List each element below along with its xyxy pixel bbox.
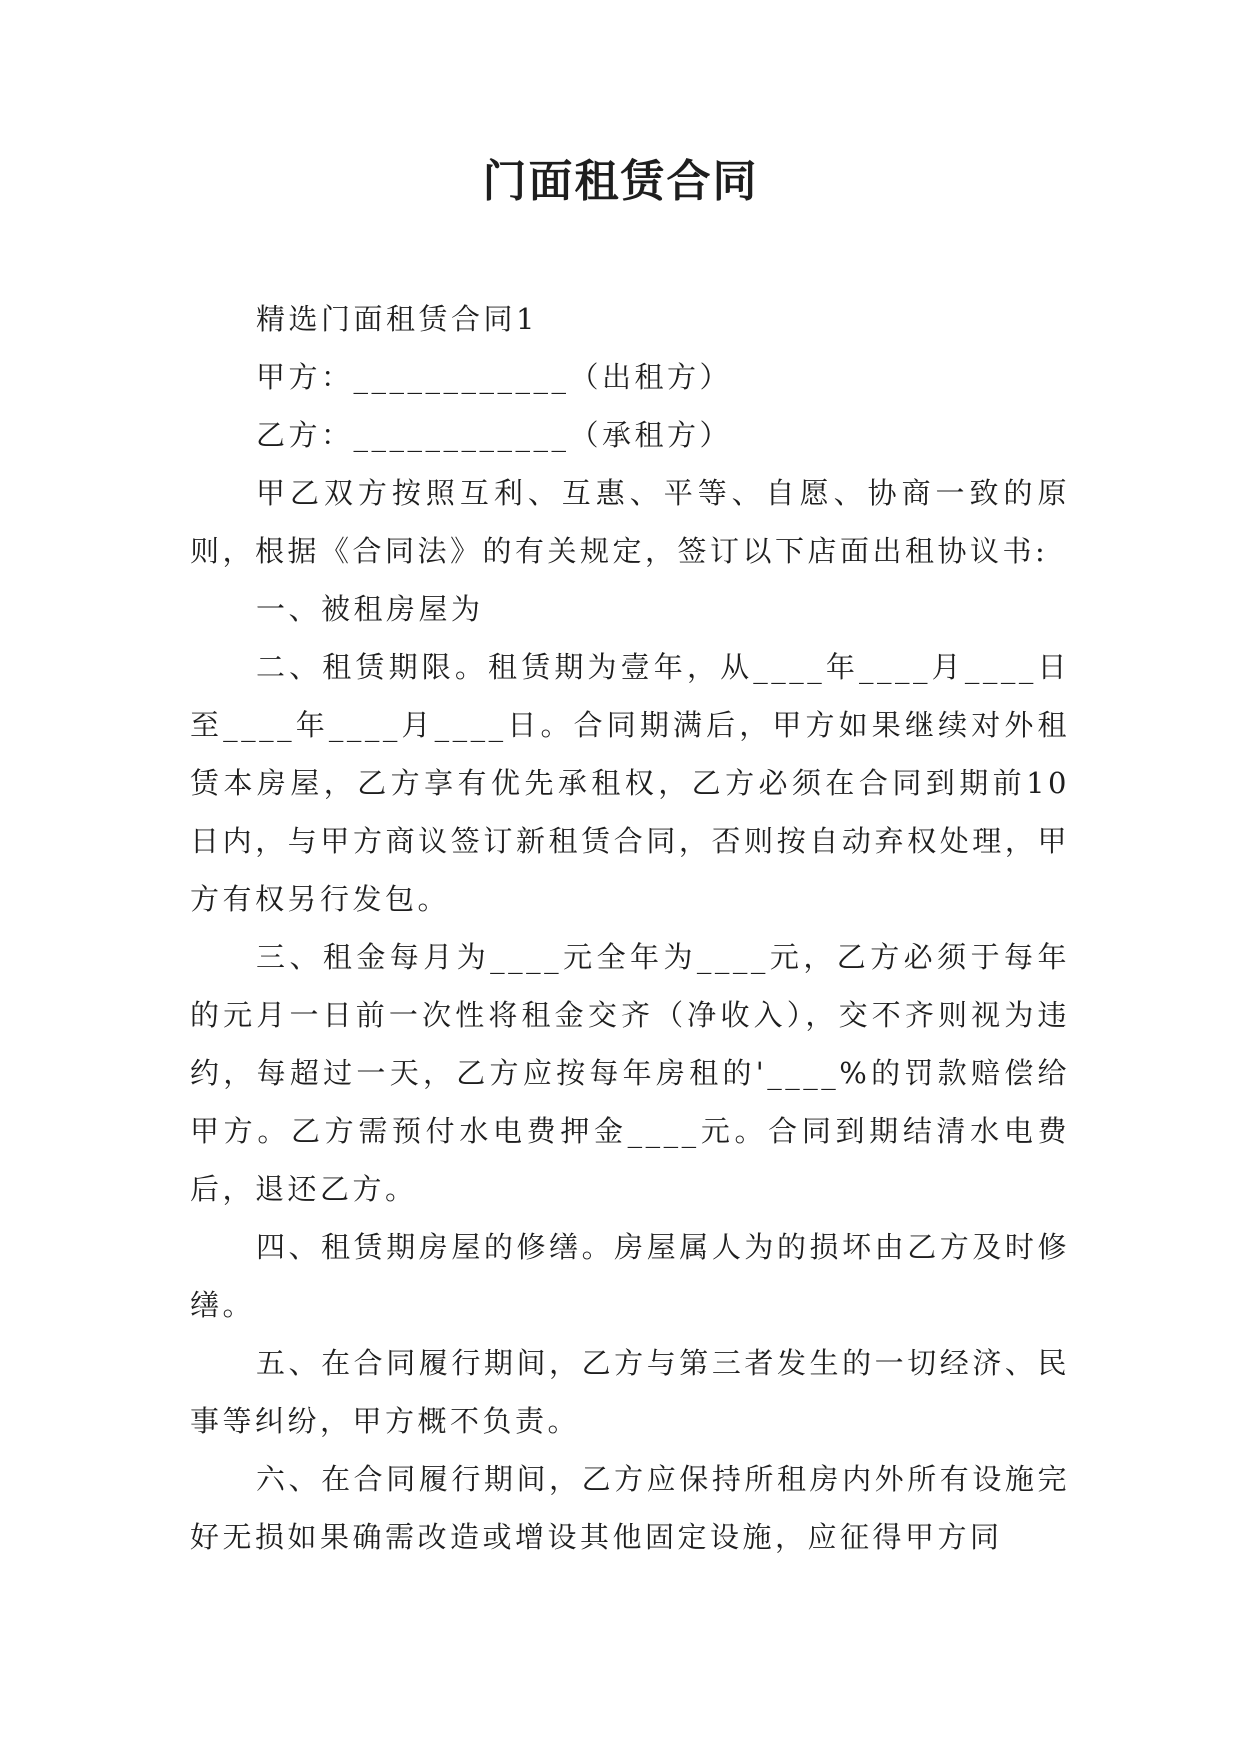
paragraph-clause-3: 三、租金每月为____元全年为____元，乙方必须于每年的元月一日前一次性将租金交齐（净收入），交不齐则视为违约，每超过一天，乙方应按每年房租的'____%的罚款赔偿给甲方。乙方需预付水电费押金____元。合同到期结清水电费后，退还乙方。 (190, 940, 1070, 1206)
document-title: 门面租赁合同 (482, 156, 759, 207)
paragraph-clause-2: 二、租赁期限。租赁期为壹年，从____年____月____日至____年____月____日。合同期满后，甲方如果继续对外租赁本房屋，乙方享有优先承租权，乙方必须在合同到期前10日内，与甲方商议签订新租赁合同，否则按自动弃权处理，甲方有权另行发包。 (190, 650, 1070, 916)
paragraph-preamble: 甲乙双方按照互利、互惠、平等、自愿、协商一致的原则，根据《合同法》的有关规定，签订以下店面出租协议书: (190, 476, 1070, 568)
paragraph-party-b: 乙方：____________（承租方） (256, 418, 733, 452)
paragraph-clause-1: 一、被租房屋为 (256, 592, 484, 626)
document-body (190, 290, 1070, 1566)
paragraph-subtitle: 精选门面租赁合同1 (256, 302, 538, 336)
paragraph-clause-4: 四、租赁期房屋的修缮。房屋属人为的损坏由乙方及时修缮。 (190, 1230, 1070, 1322)
paragraph-clause-5: 五、在合同履行期间，乙方与第三者发生的一切经济、民事等纠纷，甲方概不负责。 (190, 1346, 1070, 1438)
paragraph-clause-6: 六、在合同履行期间，乙方应保持所租房内外所有设施完好无损如果确需改造或增设其他固定设施，应征得甲方同 (190, 1462, 1070, 1554)
paragraph-party-a: 甲方：____________（出租方） (256, 360, 733, 394)
